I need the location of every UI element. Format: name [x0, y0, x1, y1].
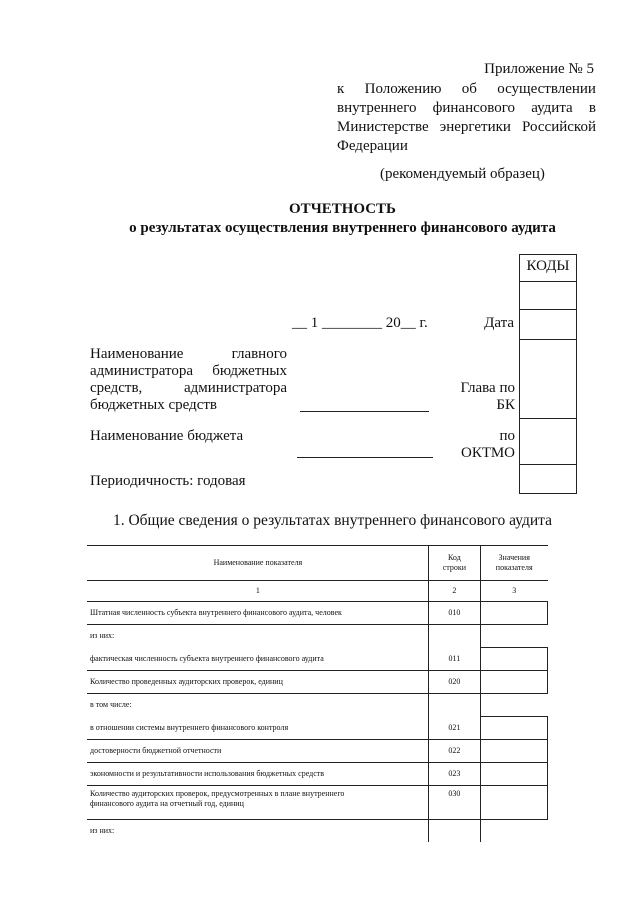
periodicity: Периодичность: годовая — [90, 473, 246, 489]
annex-line-1 — [337, 80, 596, 99]
table-row — [87, 648, 548, 671]
row-name: Количество проведенных аудиторских проверок, единиц — [87, 671, 428, 694]
annex-word: осуществлении — [497, 81, 596, 97]
budget-label: Наименование бюджета — [90, 428, 244, 444]
row-code: 022 — [428, 740, 480, 763]
row-value-cell[interactable] — [480, 602, 547, 625]
oktmo-label-1: по — [499, 428, 515, 444]
row-name: из них: — [90, 826, 115, 835]
row-code — [428, 625, 480, 648]
date-day: 1 — [310, 315, 319, 331]
budget-input-line[interactable] — [297, 457, 433, 458]
admin-word: администратора — [90, 363, 194, 379]
row-name: достоверности бюджетной отчетности — [87, 740, 428, 763]
table-row — [87, 602, 548, 625]
date-code-cell[interactable] — [522, 312, 574, 336]
row-name: фактическая численность субъекта внутреннего финансового аудита — [87, 648, 428, 671]
codes-divider — [519, 339, 577, 340]
admin-word: главного — [231, 346, 287, 362]
table-row — [87, 820, 548, 843]
table-row — [87, 786, 548, 820]
section-1-title: 1. Общие сведения о результатах внутреннего финансового аудита — [112, 512, 553, 529]
row-name: в отношении системы внутреннего финансового контроля — [87, 717, 428, 740]
row-code — [428, 694, 480, 717]
row-value-cell[interactable] — [480, 786, 547, 820]
annex-title: Приложение № 5 — [484, 61, 594, 77]
row-code: 011 — [428, 648, 480, 671]
table-row — [87, 625, 548, 648]
col-number: 2 — [428, 581, 480, 602]
admin-word: средств, — [90, 380, 143, 396]
audit-summary-table — [87, 545, 548, 842]
row-code: 021 — [428, 717, 480, 740]
annex-word: энергетики — [439, 119, 511, 135]
header-value-line: показателя — [495, 563, 533, 572]
header-value-line: Значения — [498, 553, 530, 562]
admin-word: администратора — [183, 380, 287, 396]
annex-word: Министерстве — [337, 119, 429, 135]
codes-divider — [519, 309, 577, 310]
table-row — [87, 671, 548, 694]
codes-divider — [519, 418, 577, 419]
date-line — [292, 314, 428, 333]
col-number: 3 — [480, 581, 547, 602]
header-code — [428, 546, 480, 581]
row-name: Штатная численность субъекта внутреннего финансового аудита, человек — [87, 602, 428, 625]
annex-line-4: Федерации — [337, 138, 408, 154]
row-name-line: Количество аудиторских проверок, предусмотренных в плане внутреннего — [90, 789, 345, 798]
table-row — [87, 740, 548, 763]
oktmo-label-2: ОКТМО — [461, 445, 515, 461]
header-code-line: строки — [442, 563, 467, 572]
report-title: ОТЧЕТНОСТЬ — [289, 201, 396, 217]
col-number: 1 — [87, 581, 428, 602]
admin-input-line[interactable] — [300, 411, 429, 412]
header-value — [480, 546, 547, 581]
row-name: экономности и результативности использования бюджетных средств — [87, 763, 428, 786]
bk-label-2: БК — [496, 397, 515, 413]
table-row — [87, 717, 548, 740]
row-name: в том числе: — [90, 700, 132, 710]
annex-word: к — [337, 81, 345, 97]
admin-word: Наименование — [90, 346, 184, 362]
row-code: 020 — [428, 671, 480, 694]
row-value-cell — [480, 820, 547, 843]
annex-word: аудита — [531, 100, 573, 116]
annex-word: об — [461, 81, 477, 97]
admin-line-4: бюджетных средств — [90, 397, 217, 413]
row-value-cell[interactable] — [480, 717, 547, 740]
bk-code-cell[interactable] — [522, 342, 574, 416]
row-value-cell[interactable] — [480, 763, 547, 786]
table-row — [87, 763, 548, 786]
annex-word: внутреннего — [337, 100, 417, 116]
codes-divider — [519, 281, 577, 282]
oktmo-code-cell[interactable] — [522, 421, 574, 461]
codes-header: КОДЫ — [526, 258, 570, 274]
table-header-row — [87, 546, 548, 581]
row-value-cell[interactable] — [480, 740, 547, 763]
row-name: из них: — [90, 631, 115, 641]
sample-note: (рекомендуемый образец) — [380, 166, 545, 182]
date-month-blank[interactable]: ________ — [322, 315, 382, 331]
date-year: 20__ — [385, 315, 416, 331]
admin-word: бюджетных — [212, 363, 287, 379]
row-code: 030 — [428, 786, 480, 820]
date-blank[interactable]: __ — [292, 315, 307, 331]
annex-word: Российской — [522, 119, 596, 135]
header-name: Наименование показателя — [87, 546, 428, 581]
row-name-line: финансового аудита на отчетный год, единиц — [90, 799, 244, 808]
annex-word: Положению — [364, 81, 442, 97]
codes-divider — [519, 464, 577, 465]
row-code: 023 — [428, 763, 480, 786]
annex-word: финансового — [432, 100, 516, 116]
annex-line-3 — [337, 118, 596, 137]
row-code: 010 — [428, 602, 480, 625]
row-value-cell — [480, 694, 547, 717]
row-value-cell[interactable] — [480, 648, 547, 671]
bk-label-1: Глава по — [460, 380, 515, 396]
report-subtitle: о результатах осуществления внутреннего финансового аудита — [129, 220, 556, 236]
row-value-cell[interactable] — [480, 671, 547, 694]
annex-line-2 — [337, 99, 596, 118]
date-suffix: г. — [419, 315, 428, 331]
row-name — [87, 786, 428, 820]
row-code — [428, 820, 480, 843]
date-label: Дата — [484, 315, 514, 331]
row-value-cell — [480, 625, 547, 648]
table-number-row — [87, 581, 548, 602]
annex-word: в — [588, 100, 596, 116]
header-code-line: Код — [447, 553, 461, 562]
table-row — [87, 694, 548, 717]
